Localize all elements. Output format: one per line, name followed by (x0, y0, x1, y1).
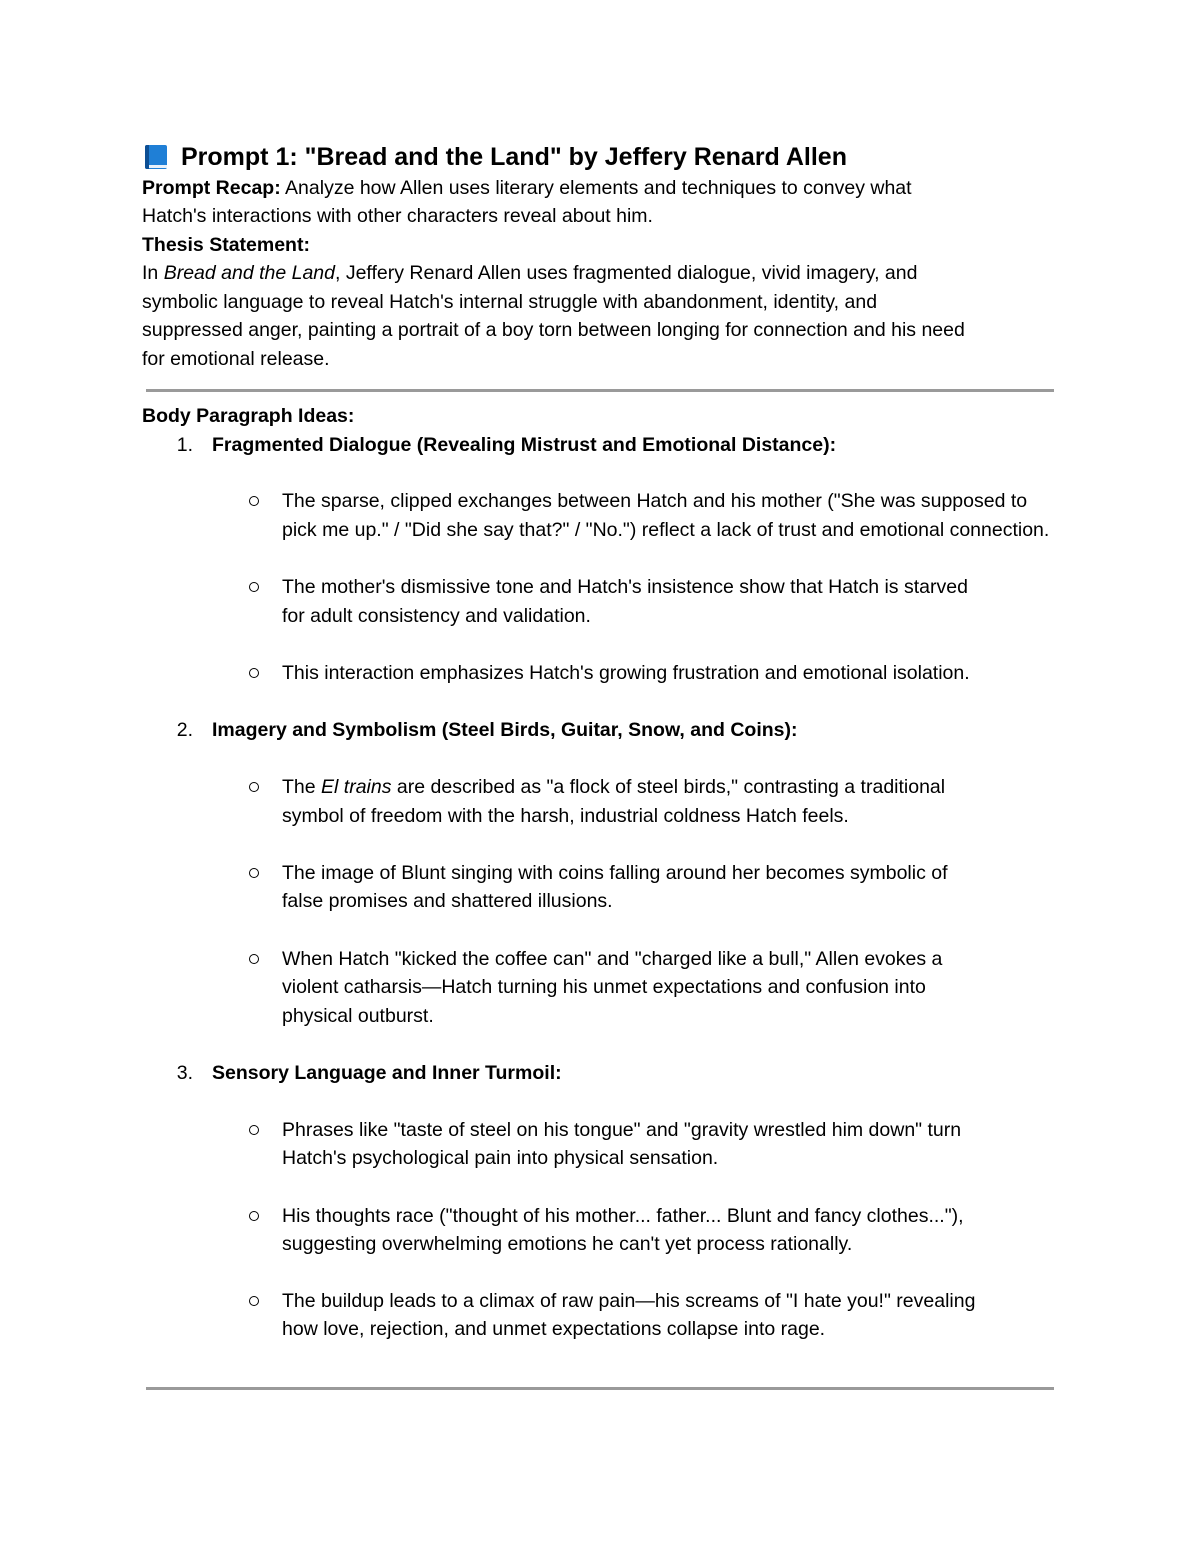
hollow-bullet-icon (249, 782, 259, 792)
bullet-line: The buildup leads to a climax of raw pain—his screams of "I hate you!" revealing (282, 1290, 976, 1312)
bullet-line: Hatch's psychological pain into physical sensation. (282, 1147, 719, 1169)
recap-line-2: Hatch's interactions with other characters reveal about him. (142, 205, 653, 227)
hollow-bullet-icon (249, 496, 259, 506)
bullet-line: symbol of freedom with the harsh, industrial coldness Hatch feels. (282, 805, 849, 827)
bullet-line: When Hatch "kicked the coffee can" and "charged like a bull," Allen evokes a (282, 948, 943, 970)
hollow-bullet-icon (249, 1125, 259, 1135)
hollow-bullet-icon (249, 954, 259, 964)
bullet-line: for adult consistency and validation. (282, 605, 591, 627)
section-heading: Fragmented Dialogue (Revealing Mistrust and Emotional Distance): (212, 434, 837, 456)
horizontal-divider (146, 389, 1054, 392)
bullet-line: pick me up." / "Did she say that?" / "No.") reflect a lack of trust and emotional connection. (282, 519, 1050, 541)
recap-text: Analyze how Allen uses literary elements and techniques to convey what (280, 177, 912, 199)
title-text: Prompt 1: "Bread and the Land" by Jeffery Renard Allen (181, 143, 847, 171)
hollow-bullet-icon (249, 582, 259, 592)
bullet-line: The sparse, clipped exchanges between Hatch and his mother ("She was supposed to (282, 490, 1028, 512)
section-heading: Sensory Language and Inner Turmoil: (212, 1062, 562, 1084)
list-number: 2. (176, 719, 193, 741)
hollow-bullet-icon (249, 1296, 259, 1306)
page-title (143, 141, 847, 173)
thesis-line-3: suppressed anger, painting a portrait of a boy torn between longing for connection and his need (142, 319, 965, 341)
horizontal-divider (146, 1387, 1054, 1390)
bullet-line: how love, rejection, and unmet expectations collapse into rage. (282, 1318, 826, 1340)
bullet-line: This interaction emphasizes Hatch's growing frustration and emotional isolation. (282, 662, 970, 684)
bullet-line: His thoughts race ("thought of his mother... father... Blunt and fancy clothes..."), (282, 1205, 964, 1227)
story-title: Bread and the Land (163, 262, 335, 284)
thesis-line-2: symbolic language to reveal Hatch's internal struggle with abandonment, identity, and (142, 291, 878, 313)
bullet-line: The image of Blunt singing with coins falling around her becomes symbolic of (282, 862, 948, 884)
thesis-label: Thesis Statement: (142, 234, 310, 256)
thesis-line-1: In Bread and the Land, Jeffery Renard Allen uses fragmented dialogue, vivid imagery, and (142, 262, 918, 284)
recap-label: Prompt Recap: (142, 177, 281, 199)
thesis-line-4: for emotional release. (142, 348, 330, 370)
bullet-line: physical outburst. (282, 1005, 434, 1027)
hollow-bullet-icon (249, 868, 259, 878)
blue-book-icon (143, 144, 169, 170)
hollow-bullet-icon (249, 668, 259, 678)
hollow-bullet-icon (249, 1211, 259, 1221)
bullet-line: suggesting overwhelming emotions he can't yet process rationally. (282, 1233, 853, 1255)
section-heading: Imagery and Symbolism (Steel Birds, Guitar, Snow, and Coins): (212, 719, 798, 741)
bullet-line: The El trains are described as "a flock of steel birds," contrasting a traditional (282, 776, 946, 798)
bullet-line: false promises and shattered illusions. (282, 890, 613, 912)
bullet-line: Phrases like "taste of steel on his tongue" and "gravity wrestled him down" turn (282, 1119, 962, 1141)
body-ideas-label: Body Paragraph Ideas: (142, 405, 355, 427)
list-number: 1. (176, 434, 193, 456)
bullet-line: The mother's dismissive tone and Hatch's insistence show that Hatch is starved (282, 576, 968, 598)
recap-line-1 (142, 174, 912, 203)
bullet-line: violent catharsis—Hatch turning his unmet expectations and confusion into (282, 976, 926, 998)
list-number: 3. (176, 1062, 193, 1084)
